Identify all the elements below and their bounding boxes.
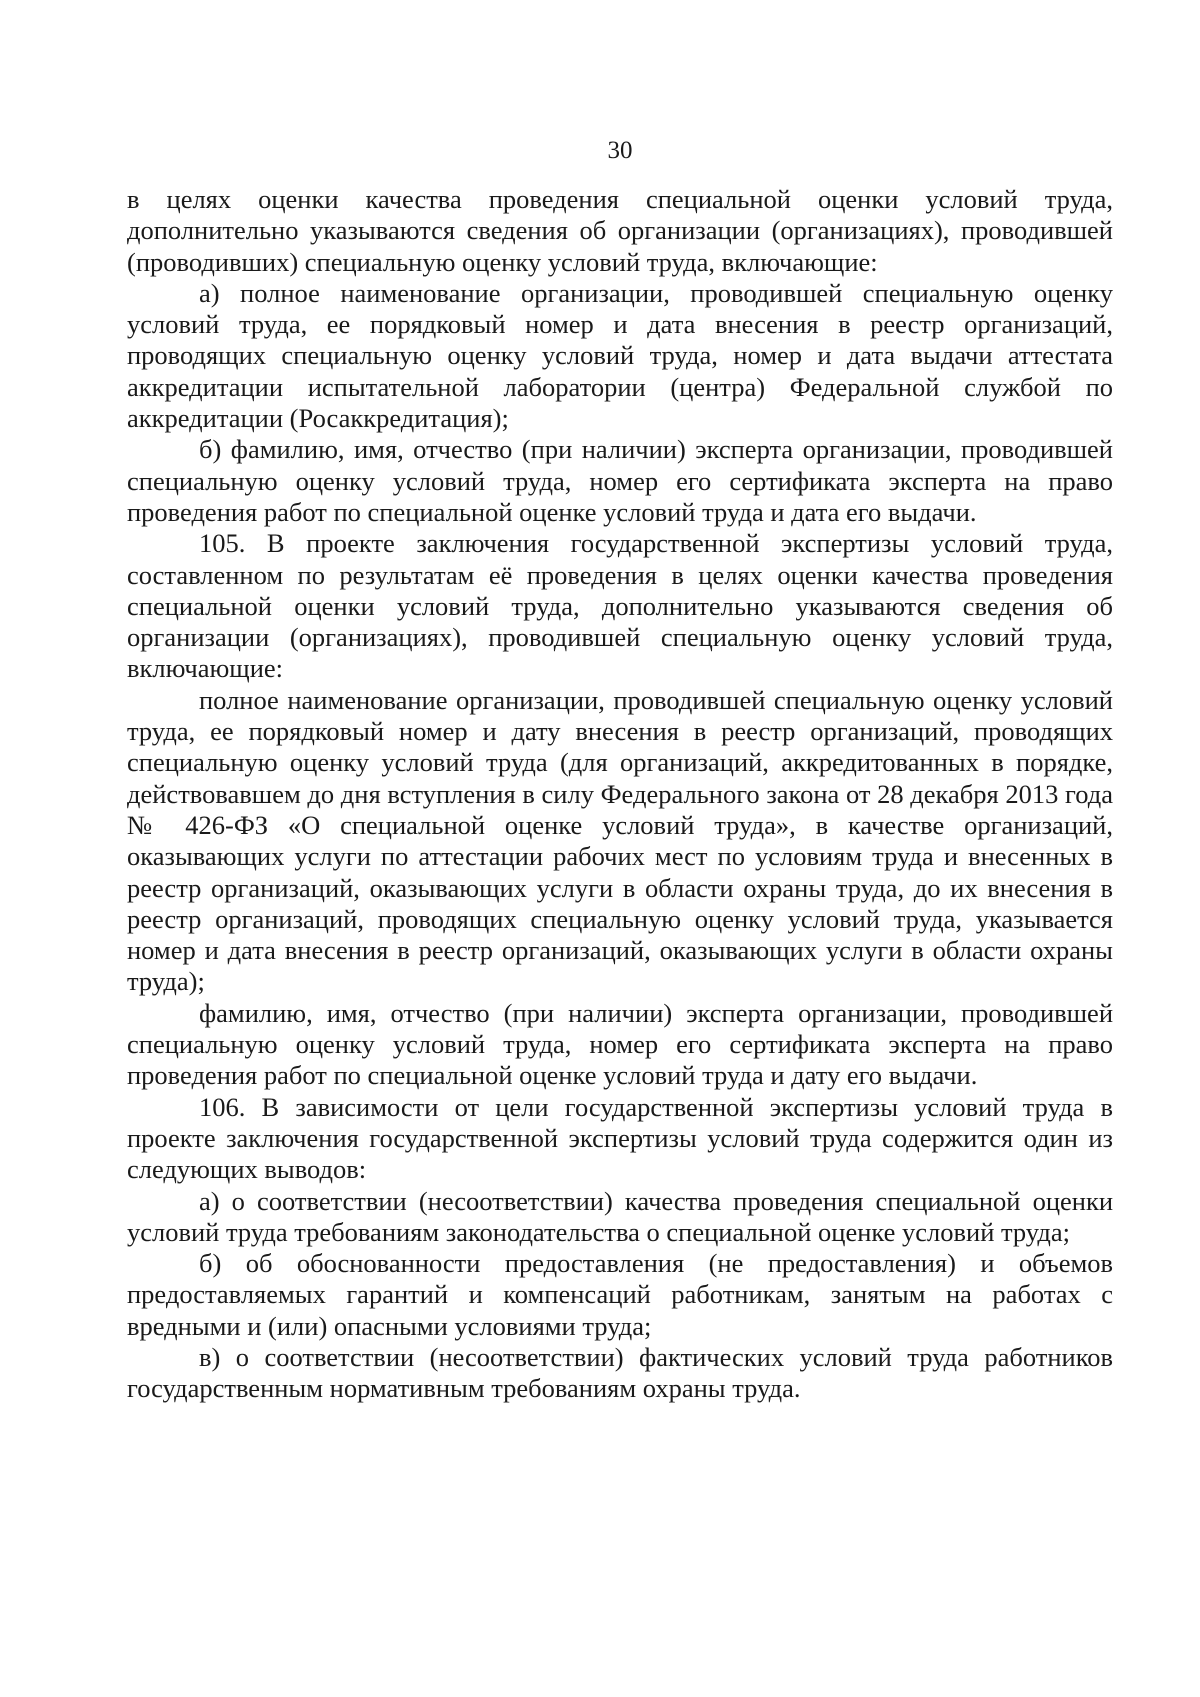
document-body [127,184,1113,1405]
paragraph: в целях оценки качества проведения специальной оценки условий труда, дополнительно указываются сведения об организации (организациях), проводившей (проводивших) специальную оценку условий труда, включающие: [127,184,1113,277]
paragraph: а) полное наименование организации, проводившей специальную оценку условий труда, ее порядковый номер и дата внесения в реестр организаций, проводящих специальную оценку условий труда, номер и дата выдачи аттестата аккредитации испытательной лаборатории (центра) Федеральной службой по аккредитации (Росаккредитация); [127,277,1113,434]
paragraph: в) о соответствии (несоответствии) фактических условий труда работников государственным нормативным требованиям охраны труда. [127,1341,1113,1404]
paragraph: б) фамилию, имя, отчество (при наличии) эксперта организации, проводившей специальную оценку условий труда, номер его сертификата эксперта на право проведения работ по специальной оценке условий труда и дата его выдачи. [127,434,1113,527]
page-number: 30 [607,137,633,164]
paragraph: полное наименование организации, проводившей специальную оценку условий труда, ее порядковый номер и дату внесения в реестр организаций, проводящих специальную оценку условий труда (для организаций, аккредитованных в порядке, действовавшем до дня вступления в силу Федерального закона от 28 декабря 2013 года № 426-ФЗ «О специальной оценке условий труда», в качестве организаций, оказывающих услуги по аттестации рабочих мест по условиям труда и внесенных в реестр организаций, оказывающих услуги в области охраны труда, до их внесения в реестр организаций, проводящих специальную оценку условий труда, указывается номер и дата внесения в реестр организаций, оказывающих услуги в области охраны труда); [127,684,1113,997]
paragraph: 105. В проекте заключения государственной экспертизы условий труда, составленном по результатам её проведения в целях оценки качества проведения специальной оценки условий труда, дополнительно указываются сведения об организации (организациях), проводившей специальную оценку условий труда, включающие: [127,528,1113,684]
paragraph: фамилию, имя, отчество (при наличии) эксперта организации, проводившей специальную оценку условий труда, номер его сертификата эксперта на право проведения работ по специальной оценке условий труда и дату его выдачи. [127,997,1113,1091]
paragraph: б) об обоснованности предоставления (не предоставления) и объемов предоставляемых гарантий и компенсаций работникам, занятым на работах с вредными и (или) опасными условиями труда; [127,1248,1113,1341]
paragraph: 106. В зависимости от цели государственной экспертизы условий труда в проекте заключения государственной экспертизы условий труда содержится один из следующих выводов: [127,1091,1113,1185]
paragraph: а) о соответствии (несоответствии) качества проведения специальной оценки условий труда требованиям законодательства о специальной оценке условий труда; [127,1185,1113,1247]
